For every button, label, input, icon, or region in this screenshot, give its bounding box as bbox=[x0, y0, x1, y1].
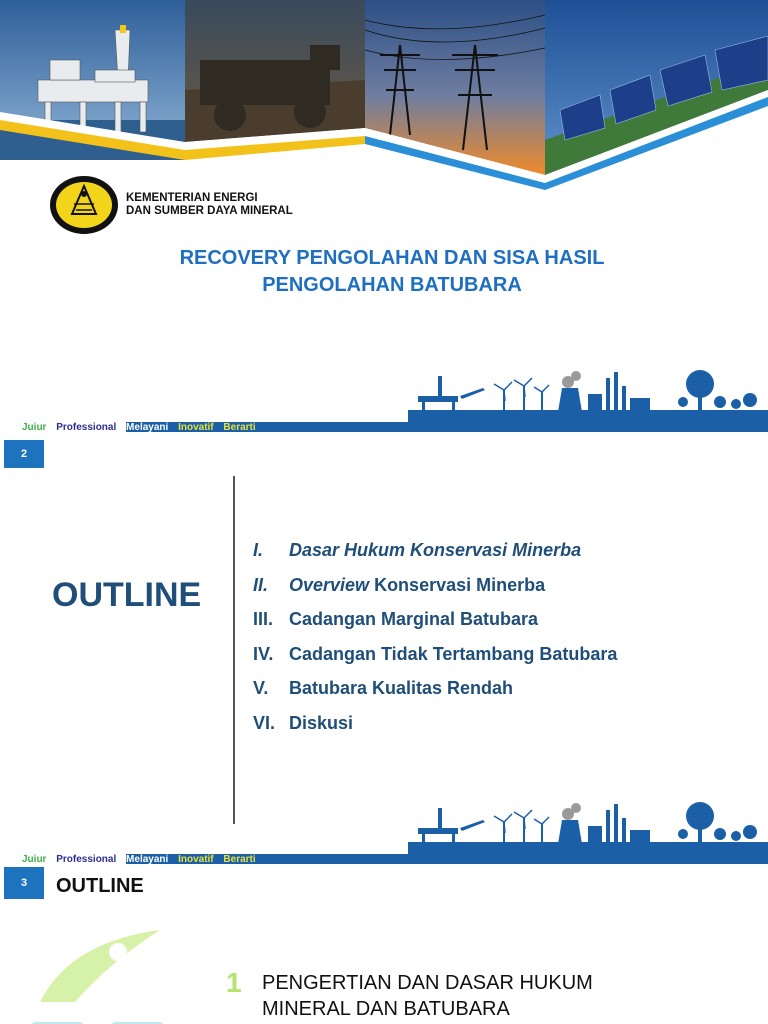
value-melayani: Melayani bbox=[126, 422, 169, 432]
ministry-name-line2: DAN SUMBER DAYA MINERAL bbox=[126, 205, 293, 217]
outline-item-1: I. Dasar Hukum Konservasi Minerba bbox=[253, 540, 582, 560]
slide-1 bbox=[0, 0, 768, 432]
slide-2 bbox=[0, 440, 768, 867]
vertical-divider bbox=[233, 476, 235, 824]
ministry-logo-block bbox=[48, 174, 293, 236]
value-professional: Professional bbox=[56, 422, 117, 432]
value-professional: Professional bbox=[56, 854, 117, 865]
title-line1: RECOVERY PENGOLAHAN DAN SISA HASIL bbox=[179, 247, 605, 269]
outline-list bbox=[253, 540, 617, 747]
value-juiur: Juiur bbox=[22, 422, 47, 432]
header-photo-strip bbox=[0, 0, 768, 190]
slide-gap bbox=[0, 432, 768, 440]
value-juiur: Juiur bbox=[22, 854, 47, 865]
presentation-title bbox=[0, 245, 768, 299]
section-number: 1 bbox=[226, 967, 242, 998]
title-line2: PENGOLAHAN BATUBARA bbox=[262, 274, 522, 296]
outline-heading: OUTLINE bbox=[52, 576, 202, 614]
outline-heading: OUTLINE bbox=[56, 875, 144, 897]
decorative-green-shape-icon bbox=[0, 922, 200, 1024]
value-melayani: Melayani bbox=[126, 854, 169, 865]
outline-item-2: II. Overview Konservasi Minerba bbox=[253, 574, 546, 595]
page-number-badge: 3 bbox=[4, 867, 44, 899]
outline-item-6: VI. Diskusi bbox=[253, 712, 354, 733]
value-berarti: Berarti bbox=[223, 422, 256, 432]
page-number-badge: 2 bbox=[4, 440, 44, 468]
outline-item-5: V. Batubara Kualitas Rendah bbox=[253, 678, 514, 698]
energy-skyline-icon bbox=[408, 800, 768, 860]
values-footer-bar bbox=[0, 854, 768, 864]
outline-item-4: IV. Cadangan Tidak Tertambang Batubara bbox=[253, 643, 618, 664]
ministry-name-line1: KEMENTERIAN ENERGI bbox=[126, 192, 258, 204]
section-title: PENGERTIAN DAN DASAR HUKUM MINERAL DAN BATUBARA bbox=[262, 972, 593, 1020]
value-inovatif: Inovatif bbox=[178, 422, 214, 432]
esdm-emblem-icon bbox=[48, 174, 120, 236]
slide-3 bbox=[0, 867, 768, 1024]
value-inovatif: Inovatif bbox=[178, 854, 214, 865]
value-berarti: Berarti bbox=[223, 854, 256, 865]
energy-skyline-icon bbox=[408, 368, 768, 428]
values-footer-bar bbox=[0, 422, 768, 432]
outline-item-3: III. Cadangan Marginal Batubara bbox=[253, 609, 539, 629]
